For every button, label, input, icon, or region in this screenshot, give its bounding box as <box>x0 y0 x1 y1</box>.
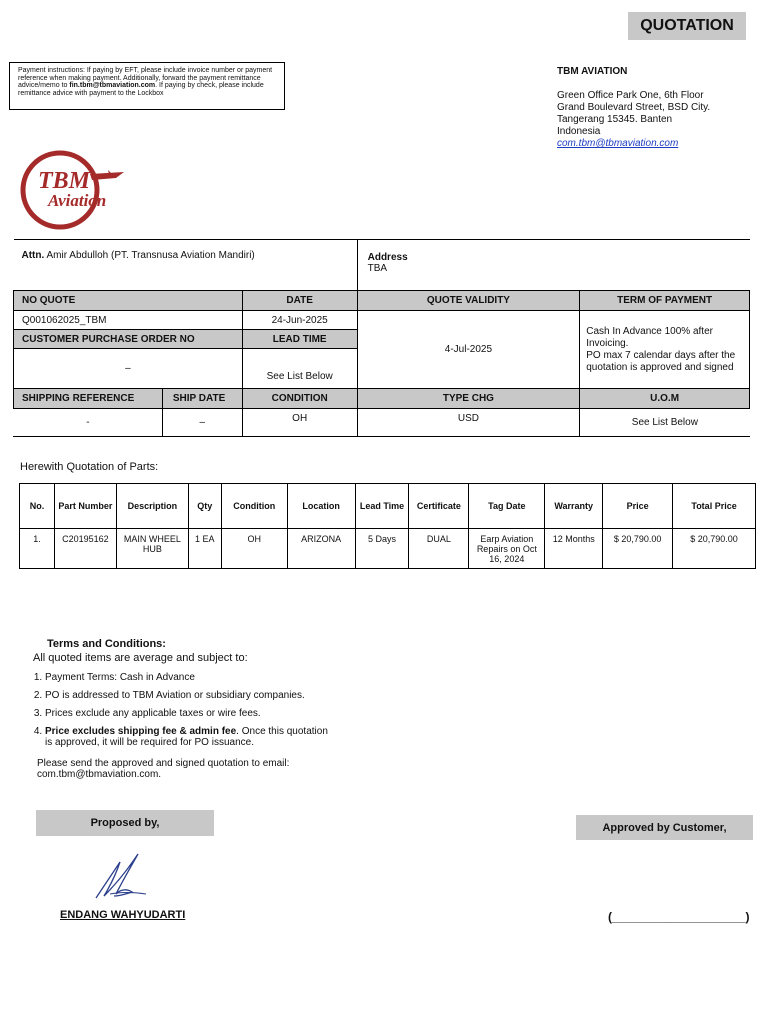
company-address-line-1: Green Office Park One, 6th Floor <box>557 90 704 101</box>
payment-note: Payment instructions: If paying by EFT, please include invoice number or payment reference when making payment. Additionally, forward the payment remittance advice/memo to <box>18 67 273 89</box>
col-location: Location <box>287 484 355 529</box>
quote-validity-header: QUOTE VALIDITY <box>357 291 580 311</box>
company-name: TBM AVIATION <box>557 66 628 77</box>
cell-certificate: DUAL <box>409 529 469 569</box>
col-certificate: Certificate <box>409 484 469 529</box>
send-note: Please send the approved and signed quotation to email: com.tbm@tbmaviation.com. <box>37 758 290 780</box>
terms-item-4-bold: Price excludes shipping fee & admin fee <box>45 726 237 737</box>
payment-note-tail: . If paying by check, please include remittance advice with payment to the Lockbox <box>18 82 264 97</box>
customer-po-header: CUSTOMER PURCHASE ORDER NO <box>14 330 243 349</box>
terms-item-1: 1. Payment Terms: Cash in Advance <box>45 672 333 683</box>
cell-warranty: 12 Months <box>545 529 603 569</box>
col-condition: Condition <box>221 484 287 529</box>
col-description: Description <box>116 484 188 529</box>
term-of-payment-header: TERM OF PAYMENT <box>580 291 750 311</box>
parts-header-row <box>20 484 756 529</box>
logo-graphic <box>20 148 140 234</box>
date-header: DATE <box>242 291 357 311</box>
condition-header: CONDITION <box>242 389 357 409</box>
company-address-line-4: Indonesia <box>557 126 601 137</box>
cell-condition: OH <box>221 529 287 569</box>
customer-signature-line: (____________________) <box>608 910 750 924</box>
terms-item-4-rest: . Once this quotation is approved, it will be required for PO issuance. <box>45 726 328 748</box>
cell-price: $ 20,790.00 <box>603 529 673 569</box>
handwritten-signature <box>90 848 160 902</box>
payment-instructions-box <box>9 62 285 110</box>
table-row <box>20 529 756 569</box>
parts-intro: Herewith Quotation of Parts: <box>20 461 159 473</box>
cell-lead-time: 5 Days <box>355 529 409 569</box>
logo-text-line2: Aviation <box>48 191 107 210</box>
col-qty: Qty <box>188 484 221 529</box>
parts-table <box>19 483 756 569</box>
lead-time-header: LEAD TIME <box>242 330 357 349</box>
company-address-line-2: Grand Boulevard Street, BSD City. <box>557 102 711 113</box>
attn-label: Attn. <box>21 250 45 261</box>
terms-item-2: 2. PO is addressed to TBM Aviation or subsidiary companies. <box>45 690 333 701</box>
type-chg-header: TYPE CHG <box>357 389 580 409</box>
type-chg-value: USD <box>357 409 580 437</box>
payment-note-email: fin.tbm@tbmaviation.com <box>69 82 156 89</box>
logo-text-line1: TBM <box>38 168 91 194</box>
uom-header: U.O.M <box>580 389 750 409</box>
condition-value: OH <box>242 409 357 437</box>
terms-section <box>33 638 333 780</box>
address-cell <box>357 240 749 291</box>
date-value: 24-Jun-2025 <box>242 311 357 330</box>
quote-validity-value: 4-Jul-2025 <box>357 311 580 389</box>
col-tag-date: Tag Date <box>469 484 545 529</box>
lead-time-value: See List Below <box>242 349 357 389</box>
cell-total-price: $ 20,790.00 <box>673 529 756 569</box>
company-address-line-3: Tangerang 15345. Banten <box>557 114 673 125</box>
cell-qty: 1 EA <box>188 529 221 569</box>
attn-cell <box>14 240 358 291</box>
terms-subheading: All quoted items are average and subject to: <box>33 652 248 664</box>
col-total-price: Total Price <box>673 484 756 529</box>
quote-info-grid <box>13 239 750 437</box>
no-quote-header: NO QUOTE <box>14 291 243 311</box>
terms-item-4 <box>45 726 333 748</box>
terms-heading: Terms and Conditions: <box>47 638 166 650</box>
ship-date-value: – <box>162 409 242 437</box>
cell-description: MAIN WHEEL HUB <box>116 529 188 569</box>
proposed-by-box: Proposed by, <box>36 810 214 836</box>
address-value: TBA <box>367 263 388 274</box>
uom-value: See List Below <box>580 409 750 437</box>
cell-no: 1. <box>20 529 55 569</box>
attn-value: Amir Abdulloh (PT. Transnusa Aviation Mandiri) <box>46 250 255 261</box>
terms-item-3: 3. Prices exclude any applicable taxes or wire fees. <box>45 708 333 719</box>
term-of-payment-value <box>580 311 750 389</box>
cell-part-number: C20195162 <box>54 529 116 569</box>
address-label: Address <box>367 252 408 263</box>
col-price: Price <box>603 484 673 529</box>
col-lead-time: Lead Time <box>355 484 409 529</box>
no-quote-value: Q001062025_TBM <box>14 311 243 330</box>
shipping-reference-header: SHIPPING REFERENCE <box>14 389 163 409</box>
term-of-payment-line-2: PO max 7 calendar days after the quotation is approved and signed <box>586 349 736 373</box>
col-no: No. <box>20 484 55 529</box>
col-part-number: Part Number <box>54 484 116 529</box>
terms-list <box>33 672 333 748</box>
cell-location: ARIZONA <box>287 529 355 569</box>
shipping-reference-value: - <box>14 409 163 437</box>
proposer-name: ENDANG WAHYUDARTI <box>60 909 186 921</box>
cell-tag-date: Earp Aviation Repairs on Oct 16, 2024 <box>469 529 545 569</box>
col-warranty: Warranty <box>545 484 603 529</box>
document-title: QUOTATION <box>628 12 746 40</box>
company-email-link[interactable]: com.tbm@tbmaviation.com <box>557 138 679 149</box>
ship-date-header: SHIP DATE <box>162 389 242 409</box>
approved-by-customer-box: Approved by Customer, <box>576 815 753 840</box>
customer-po-value: – <box>14 349 243 389</box>
tbm-aviation-logo <box>20 148 140 234</box>
term-of-payment-line-1: Cash In Advance 100% after Invoicing. <box>586 325 713 349</box>
company-block <box>557 66 710 150</box>
